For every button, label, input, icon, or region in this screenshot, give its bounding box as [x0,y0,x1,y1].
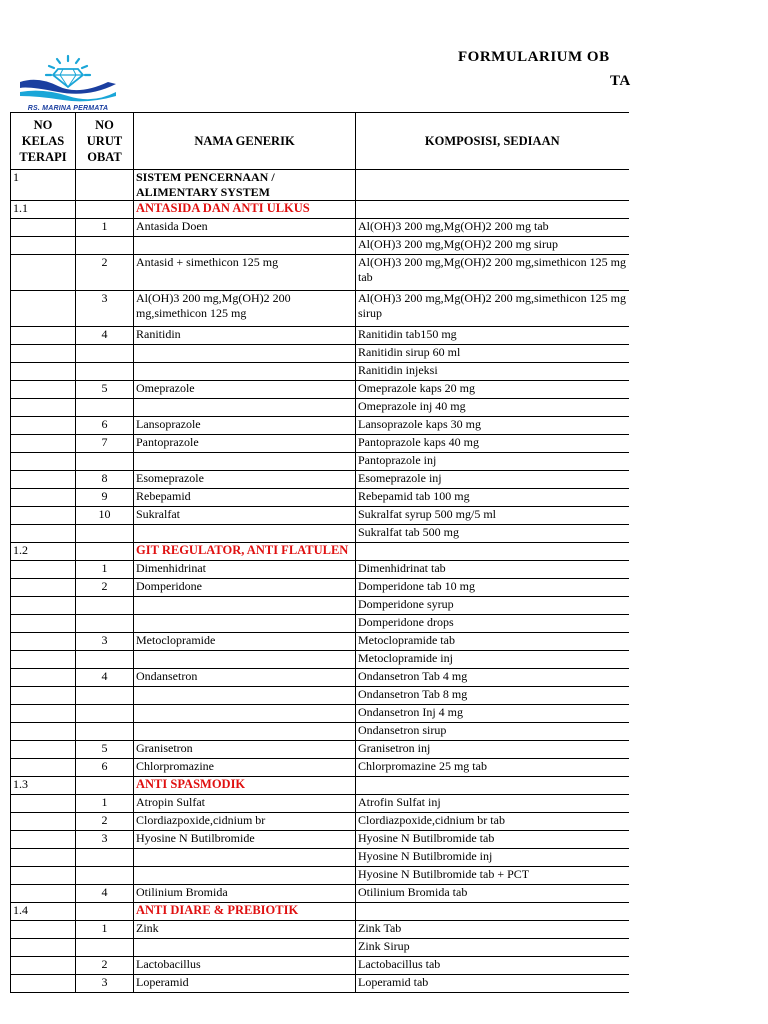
komposisi-cell: Domperidone drops [356,615,629,633]
urut-cell [76,525,134,543]
table-row [11,723,629,741]
nama-generik-cell [134,723,356,741]
nama-generik-cell: Metoclopramide [134,633,356,651]
kelas-cell: 1 [11,170,76,201]
kelas-cell [11,291,76,327]
nama-generik-cell [134,849,356,867]
table-row [11,579,629,597]
kelas-cell: 1.1 [11,201,76,219]
komposisi-cell [356,170,629,201]
urut-cell [76,651,134,669]
table-row [11,795,629,813]
komposisi-cell [356,543,629,561]
nama-generik-cell: Pantoprazole [134,435,356,453]
kelas-cell [11,363,76,381]
formulary-table [10,112,629,993]
urut-cell: 3 [76,831,134,849]
nama-generik-cell: Lactobacillus [134,957,356,975]
table-row [11,921,629,939]
urut-cell: 3 [76,291,134,327]
nama-generik-cell: Rebepamid [134,489,356,507]
urut-cell: 8 [76,471,134,489]
komposisi-cell: Ondansetron Tab 4 mg [356,669,629,687]
kelas-cell [11,327,76,345]
table-row [11,201,629,219]
kelas-cell [11,741,76,759]
urut-cell [76,723,134,741]
kelas-cell [11,921,76,939]
nama-generik-cell [134,597,356,615]
nama-generik-cell: Otilinium Bromida [134,885,356,903]
kelas-cell [11,453,76,471]
komposisi-cell: Ondansetron sirup [356,723,629,741]
nama-generik-cell: Zink [134,921,356,939]
nama-generik-cell: Omeprazole [134,381,356,399]
komposisi-cell: Ondansetron Inj 4 mg [356,705,629,723]
table-row [11,831,629,849]
nama-generik-cell: Chlorpromazine [134,759,356,777]
table-row [11,417,629,435]
nama-generik-cell [134,867,356,885]
table-row [11,453,629,471]
komposisi-cell: Rebepamid tab 100 mg [356,489,629,507]
nama-generik-cell [134,363,356,381]
urut-cell [76,615,134,633]
komposisi-cell: Sukralfat tab 500 mg [356,525,629,543]
komposisi-cell: Zink Sirup [356,939,629,957]
nama-generik-cell: Esomeprazole [134,471,356,489]
urut-cell: 4 [76,885,134,903]
urut-cell [76,237,134,255]
category-title: ANTI SPASMODIK [134,777,356,795]
kelas-cell [11,255,76,291]
table-row [11,525,629,543]
kelas-cell: 1.4 [11,903,76,921]
komposisi-cell: Domperidone tab 10 mg [356,579,629,597]
komposisi-cell: Dimenhidrinat tab [356,561,629,579]
kelas-cell [11,435,76,453]
table-row [11,471,629,489]
urut-cell [76,399,134,417]
table-row [11,975,629,993]
komposisi-cell: Ranitidin sirup 60 ml [356,345,629,363]
nama-generik-cell: Loperamid [134,975,356,993]
kelas-cell [11,885,76,903]
table-row [11,255,629,291]
nama-generik-cell: Ranitidin [134,327,356,345]
kelas-cell [11,561,76,579]
komposisi-cell: Metoclopramide tab [356,633,629,651]
urut-cell [76,777,134,795]
table-row [11,741,629,759]
komposisi-cell: Hyosine N Butilbromide tab + PCT [356,867,629,885]
urut-cell: 5 [76,741,134,759]
urut-cell: 10 [76,507,134,525]
table-row [11,867,629,885]
table-row [11,705,629,723]
table-row [11,561,629,579]
nama-generik-cell: Antasid + simethicon 125 mg [134,255,356,291]
table-row [11,345,629,363]
komposisi-cell: Clordiazpoxide,cidnium br tab [356,813,629,831]
urut-cell: 6 [76,417,134,435]
urut-cell [76,939,134,957]
urut-cell: 1 [76,921,134,939]
document-title: FORMULARIUM OB [458,49,610,65]
header-nama-generik: NAMA GENERIK [134,113,356,170]
urut-cell [76,363,134,381]
komposisi-cell: Lansoprazole kaps 30 mg [356,417,629,435]
kelas-cell [11,471,76,489]
komposisi-cell [356,903,629,921]
nama-generik-cell [134,615,356,633]
table-row [11,687,629,705]
komposisi-cell: Zink Tab [356,921,629,939]
urut-cell [76,687,134,705]
hospital-logo [18,52,118,114]
urut-cell: 7 [76,435,134,453]
table-row [11,507,629,525]
nama-generik-cell [134,345,356,363]
category-title: ANTI DIARE & PREBIOTIK [134,903,356,921]
kelas-cell [11,651,76,669]
header-no-kelas: NO KELAS TERAPI [11,113,76,170]
nama-generik-cell [134,399,356,417]
urut-cell [76,170,134,201]
komposisi-cell: Atrofin Sulfat inj [356,795,629,813]
table-row [11,327,629,345]
urut-cell [76,597,134,615]
komposisi-cell: Otilinium Bromida tab [356,885,629,903]
document-subtitle: TA [610,73,631,89]
table-row [11,759,629,777]
komposisi-cell: Metoclopramide inj [356,651,629,669]
urut-cell: 3 [76,975,134,993]
nama-generik-cell: Hyosine N Butilbromide [134,831,356,849]
kelas-cell [11,867,76,885]
kelas-cell [11,579,76,597]
urut-cell [76,453,134,471]
urut-cell [76,345,134,363]
komposisi-cell: Ranitidin tab150 mg [356,327,629,345]
komposisi-cell: Hyosine N Butilbromide tab [356,831,629,849]
nama-generik-cell [134,651,356,669]
kelas-cell [11,831,76,849]
komposisi-cell: Ranitidin injeksi [356,363,629,381]
urut-cell: 2 [76,255,134,291]
table-row [11,435,629,453]
kelas-cell [11,813,76,831]
kelas-cell [11,381,76,399]
urut-cell [76,543,134,561]
logo-text: RS. MARINA PERMATA [27,105,109,112]
category-title: ANTASIDA DAN ANTI ULKUS [134,201,356,219]
urut-cell [76,705,134,723]
nama-generik-cell [134,237,356,255]
nama-generik-cell: Antasida Doen [134,219,356,237]
kelas-cell [11,723,76,741]
table-row [11,903,629,921]
komposisi-cell: Al(OH)3 200 mg,Mg(OH)2 200 mg,simethicon 125 mg sirup [356,291,629,327]
nama-generik-cell [134,453,356,471]
table-row [11,885,629,903]
urut-cell: 9 [76,489,134,507]
kelas-cell [11,975,76,993]
komposisi-cell: Sukralfat syrup 500 mg/5 ml [356,507,629,525]
komposisi-cell: Chlorpromazine 25 mg tab [356,759,629,777]
urut-cell [76,867,134,885]
komposisi-cell: Al(OH)3 200 mg,Mg(OH)2 200 mg tab [356,219,629,237]
header-komposisi: KOMPOSISI, SEDIAAN [356,113,629,170]
table-row [11,399,629,417]
komposisi-cell: Al(OH)3 200 mg,Mg(OH)2 200 mg,simethicon 125 mg tab [356,255,629,291]
kelas-cell [11,795,76,813]
kelas-cell [11,687,76,705]
table-row [11,597,629,615]
kelas-cell [11,507,76,525]
urut-cell: 5 [76,381,134,399]
table-row [11,543,629,561]
table-row [11,170,629,201]
table-row [11,849,629,867]
nama-generik-cell: Granisetron [134,741,356,759]
urut-cell: 2 [76,579,134,597]
kelas-cell: 1.2 [11,543,76,561]
kelas-cell: 1.3 [11,777,76,795]
komposisi-cell: Lactobacillus tab [356,957,629,975]
nama-generik-cell: Domperidone [134,579,356,597]
table-row [11,615,629,633]
komposisi-cell [356,201,629,219]
nama-generik-cell: Clordiazpoxide,cidnium br [134,813,356,831]
table-row [11,939,629,957]
nama-generik-cell [134,525,356,543]
urut-cell: 2 [76,813,134,831]
komposisi-cell: Omeprazole inj 40 mg [356,399,629,417]
kelas-cell [11,615,76,633]
komposisi-cell: Domperidone syrup [356,597,629,615]
table-row [11,219,629,237]
kelas-cell [11,669,76,687]
table-row [11,669,629,687]
nama-generik-cell: Atropin Sulfat [134,795,356,813]
urut-cell: 4 [76,669,134,687]
kelas-cell [11,237,76,255]
urut-cell: 6 [76,759,134,777]
nama-generik-cell: Lansoprazole [134,417,356,435]
kelas-cell [11,633,76,651]
nama-generik-cell: Al(OH)3 200 mg,Mg(OH)2 200 mg,simethicon 125 mg [134,291,356,327]
urut-cell: 1 [76,561,134,579]
kelas-cell [11,957,76,975]
komposisi-cell: Pantoprazole inj [356,453,629,471]
nama-generik-cell [134,705,356,723]
kelas-cell [11,849,76,867]
table-row [11,813,629,831]
nama-generik-cell: Ondansetron [134,669,356,687]
komposisi-cell: Hyosine N Butilbromide inj [356,849,629,867]
urut-cell: 1 [76,795,134,813]
komposisi-cell: Granisetron inj [356,741,629,759]
komposisi-cell: Ondansetron Tab 8 mg [356,687,629,705]
kelas-cell [11,399,76,417]
table-row [11,777,629,795]
urut-cell [76,903,134,921]
komposisi-cell: Pantoprazole kaps 40 mg [356,435,629,453]
komposisi-cell: Al(OH)3 200 mg,Mg(OH)2 200 mg sirup [356,237,629,255]
section-title: SISTEM PENCERNAAN / ALIMENTARY SYSTEM [134,170,356,201]
nama-generik-cell: Dimenhidrinat [134,561,356,579]
urut-cell: 4 [76,327,134,345]
urut-cell: 3 [76,633,134,651]
table-row [11,957,629,975]
kelas-cell [11,489,76,507]
urut-cell [76,849,134,867]
nama-generik-cell [134,939,356,957]
table-row [11,363,629,381]
kelas-cell [11,345,76,363]
table-row [11,381,629,399]
header-no-urut: NO URUT OBAT [76,113,134,170]
category-title: GIT REGULATOR, ANTI FLATULEN [134,543,356,561]
kelas-cell [11,939,76,957]
urut-cell: 2 [76,957,134,975]
table-row [11,651,629,669]
komposisi-cell [356,777,629,795]
table-row [11,489,629,507]
table-row [11,291,629,327]
komposisi-cell: Omeprazole kaps 20 mg [356,381,629,399]
komposisi-cell: Esomeprazole inj [356,471,629,489]
table-body [11,170,629,993]
urut-cell [76,201,134,219]
kelas-cell [11,759,76,777]
nama-generik-cell [134,687,356,705]
kelas-cell [11,525,76,543]
kelas-cell [11,219,76,237]
urut-cell: 1 [76,219,134,237]
kelas-cell [11,417,76,435]
table-header-row [11,113,629,170]
table-row [11,237,629,255]
table-row [11,633,629,651]
nama-generik-cell: Sukralfat [134,507,356,525]
komposisi-cell: Loperamid tab [356,975,629,993]
kelas-cell [11,597,76,615]
kelas-cell [11,705,76,723]
diamond-logo-icon [18,52,118,104]
